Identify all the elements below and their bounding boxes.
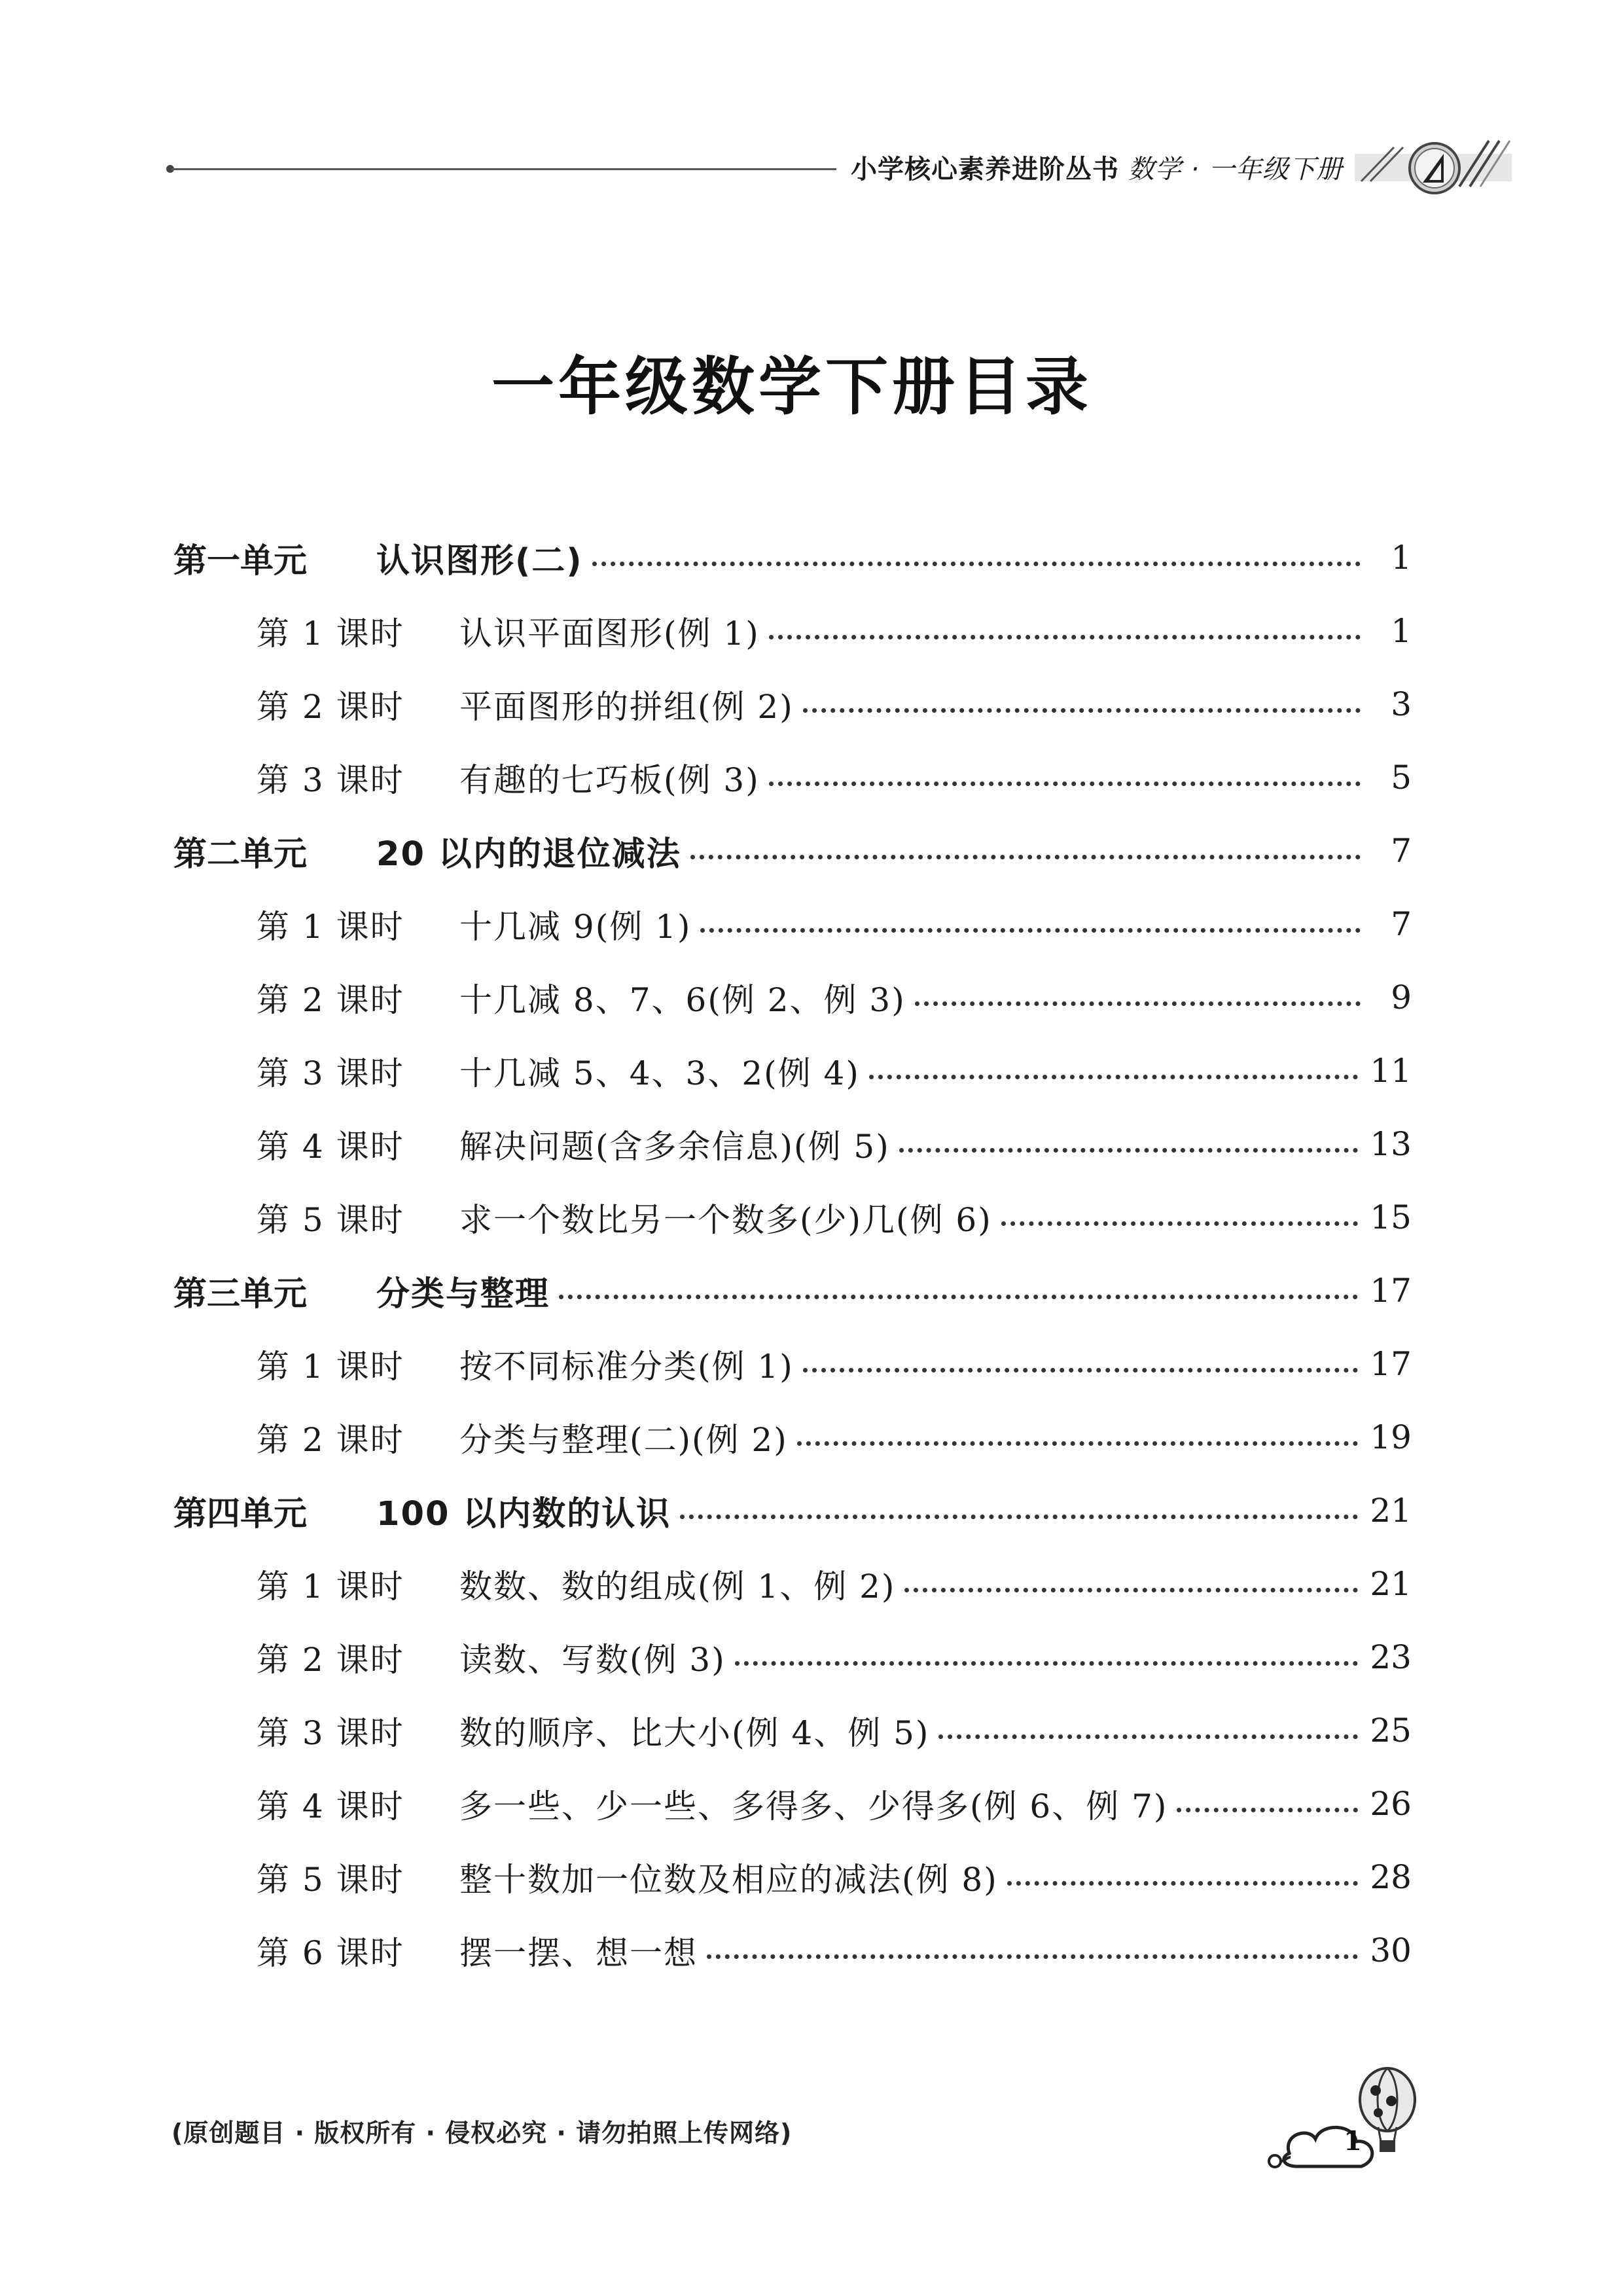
dot-leader bbox=[803, 1368, 1359, 1372]
dot-leader bbox=[803, 708, 1361, 713]
page-number: 21 bbox=[1370, 1492, 1412, 1530]
page-number: 23 bbox=[1370, 1638, 1412, 1676]
running-header bbox=[0, 134, 1623, 206]
unit-title: 认识图形(二) bbox=[376, 542, 583, 581]
dot-leader bbox=[904, 1588, 1358, 1592]
unit-label: 第一单元 bbox=[173, 542, 308, 581]
lesson-label: 第 3 课时 bbox=[257, 1054, 404, 1092]
lesson-title: 十几减 9(例 1) bbox=[459, 908, 692, 946]
dot-leader bbox=[915, 1001, 1361, 1006]
header-series: 小学核心素养进阶丛书 bbox=[851, 154, 1119, 185]
toc-unit-3[interactable] bbox=[173, 1265, 1412, 1317]
page-number: 1 bbox=[1391, 539, 1412, 577]
dot-leader bbox=[707, 1954, 1358, 1959]
page-number: 9 bbox=[1391, 978, 1412, 1016]
toc-lesson-1-3[interactable] bbox=[257, 751, 1412, 804]
lesson-title: 认识平面图形(例 1) bbox=[459, 615, 760, 653]
toc-unit-2[interactable] bbox=[173, 825, 1412, 877]
toc-lesson-1-1[interactable] bbox=[257, 605, 1412, 657]
page-number: 21 bbox=[1370, 1565, 1412, 1603]
lesson-label: 第 2 课时 bbox=[257, 1641, 404, 1679]
toc-lesson-1-2[interactable] bbox=[257, 678, 1412, 730]
lesson-label: 第 3 课时 bbox=[257, 1714, 404, 1752]
dot-leader bbox=[735, 1661, 1359, 1666]
dot-leader bbox=[680, 1515, 1358, 1519]
dot-leader bbox=[592, 562, 1361, 566]
dot-leader bbox=[559, 1295, 1358, 1299]
toc-lesson-4-6[interactable] bbox=[257, 1924, 1412, 1977]
lesson-title: 平面图形的拼组(例 2) bbox=[459, 688, 794, 726]
dot-leader bbox=[690, 855, 1361, 859]
lesson-title: 读数、写数(例 3) bbox=[459, 1641, 726, 1679]
lesson-title: 整十数加一位数及相应的减法(例 8) bbox=[459, 1861, 998, 1899]
page-number: 15 bbox=[1370, 1198, 1412, 1236]
toc-lesson-2-3[interactable] bbox=[257, 1045, 1412, 1097]
unit-label: 第四单元 bbox=[173, 1495, 308, 1534]
unit-title: 20 以内的退位减法 bbox=[376, 835, 681, 874]
page-number-footer: 1 bbox=[1344, 2126, 1362, 2157]
dot-leader bbox=[769, 635, 1361, 639]
dot-leader bbox=[1001, 1221, 1359, 1226]
lesson-title: 十几减 8、7、6(例 2、例 3) bbox=[459, 981, 906, 1019]
lesson-label: 第 5 课时 bbox=[257, 1861, 404, 1899]
toc-lesson-3-2[interactable] bbox=[257, 1411, 1412, 1463]
dot-leader bbox=[869, 1075, 1359, 1079]
lesson-label: 第 1 课时 bbox=[257, 615, 404, 653]
dot-leader bbox=[700, 928, 1361, 933]
page-number: 7 bbox=[1391, 905, 1412, 943]
toc-lesson-2-5[interactable] bbox=[257, 1191, 1412, 1244]
dot-leader bbox=[1007, 1881, 1359, 1886]
lesson-label: 第 4 课时 bbox=[257, 1128, 404, 1166]
page-number: 11 bbox=[1370, 1052, 1412, 1090]
toc-unit-1[interactable] bbox=[173, 531, 1412, 584]
copyright-note: (原创题目 · 版权所有 · 侵权必究 · 请勿拍照上传网络) bbox=[171, 2119, 793, 2147]
dot-leader bbox=[769, 781, 1361, 786]
lesson-label: 第 2 课时 bbox=[257, 981, 404, 1019]
page-number: 3 bbox=[1391, 685, 1412, 723]
dot-leader bbox=[797, 1441, 1359, 1446]
toc-lesson-3-1[interactable] bbox=[257, 1338, 1412, 1390]
book-corner-logo-icon bbox=[1355, 134, 1512, 200]
lesson-label: 第 3 课时 bbox=[257, 761, 404, 799]
lesson-title: 数的顺序、比大小(例 4、例 5) bbox=[459, 1714, 930, 1752]
page-number: 13 bbox=[1370, 1125, 1412, 1163]
page-number: 30 bbox=[1370, 1931, 1412, 1969]
lesson-label: 第 2 课时 bbox=[257, 1421, 404, 1459]
dot-leader bbox=[899, 1148, 1359, 1153]
page-number: 1 bbox=[1391, 612, 1412, 650]
lesson-title: 数数、数的组成(例 1、例 2) bbox=[459, 1568, 896, 1605]
lesson-title: 求一个数比另一个数多(少)几(例 6) bbox=[459, 1201, 992, 1239]
lesson-label: 第 6 课时 bbox=[257, 1934, 404, 1972]
lesson-label: 第 4 课时 bbox=[257, 1787, 404, 1825]
hot-air-balloon-cloud-icon bbox=[1263, 2062, 1433, 2179]
lesson-label: 第 2 课时 bbox=[257, 688, 404, 726]
unit-label: 第三单元 bbox=[173, 1275, 308, 1314]
toc-lesson-4-5[interactable] bbox=[257, 1851, 1412, 1903]
toc-lesson-2-4[interactable] bbox=[257, 1118, 1412, 1170]
unit-title: 100 以内数的认识 bbox=[376, 1495, 671, 1534]
page-number: 17 bbox=[1370, 1345, 1412, 1383]
lesson-label: 第 1 课时 bbox=[257, 1568, 404, 1605]
lesson-title: 分类与整理(二)(例 2) bbox=[459, 1421, 788, 1459]
page-number: 7 bbox=[1391, 832, 1412, 870]
lesson-label: 第 1 课时 bbox=[257, 1348, 404, 1386]
dot-leader bbox=[1177, 1808, 1358, 1812]
page-title: 一年级数学下册目录 bbox=[491, 350, 1092, 423]
toc-lesson-4-1[interactable] bbox=[257, 1558, 1412, 1610]
page-number: 19 bbox=[1370, 1418, 1412, 1456]
page-number: 26 bbox=[1370, 1785, 1412, 1823]
lesson-label: 第 1 课时 bbox=[257, 908, 404, 946]
toc-lesson-4-3[interactable] bbox=[257, 1704, 1412, 1757]
lesson-title: 摆一摆、想一想 bbox=[459, 1934, 698, 1972]
page-number: 28 bbox=[1370, 1858, 1412, 1896]
lesson-title: 有趣的七巧板(例 3) bbox=[459, 761, 760, 799]
header-rule bbox=[171, 168, 836, 170]
header-subject: 数学 · 一年级下册 bbox=[1128, 154, 1343, 185]
toc-lesson-2-1[interactable] bbox=[257, 898, 1412, 950]
page-number: 5 bbox=[1391, 759, 1412, 797]
toc-lesson-4-4[interactable] bbox=[257, 1778, 1412, 1830]
lesson-label: 第 5 课时 bbox=[257, 1201, 404, 1239]
header-text bbox=[851, 149, 1343, 186]
toc-unit-4[interactable] bbox=[173, 1484, 1412, 1537]
page-number: 25 bbox=[1370, 1712, 1412, 1749]
unit-title: 分类与整理 bbox=[376, 1275, 550, 1314]
page-number: 17 bbox=[1370, 1272, 1412, 1310]
lesson-title: 十几减 5、4、3、2(例 4) bbox=[459, 1054, 860, 1092]
lesson-title: 解决问题(含多余信息)(例 5) bbox=[459, 1128, 890, 1166]
unit-label: 第二单元 bbox=[173, 835, 308, 874]
toc-lesson-4-2[interactable] bbox=[257, 1631, 1412, 1683]
dot-leader bbox=[938, 1734, 1358, 1739]
lesson-title: 按不同标准分类(例 1) bbox=[459, 1348, 794, 1386]
lesson-title: 多一些、少一些、多得多、少得多(例 6、例 7) bbox=[459, 1787, 1168, 1825]
toc-lesson-2-2[interactable] bbox=[257, 971, 1412, 1024]
